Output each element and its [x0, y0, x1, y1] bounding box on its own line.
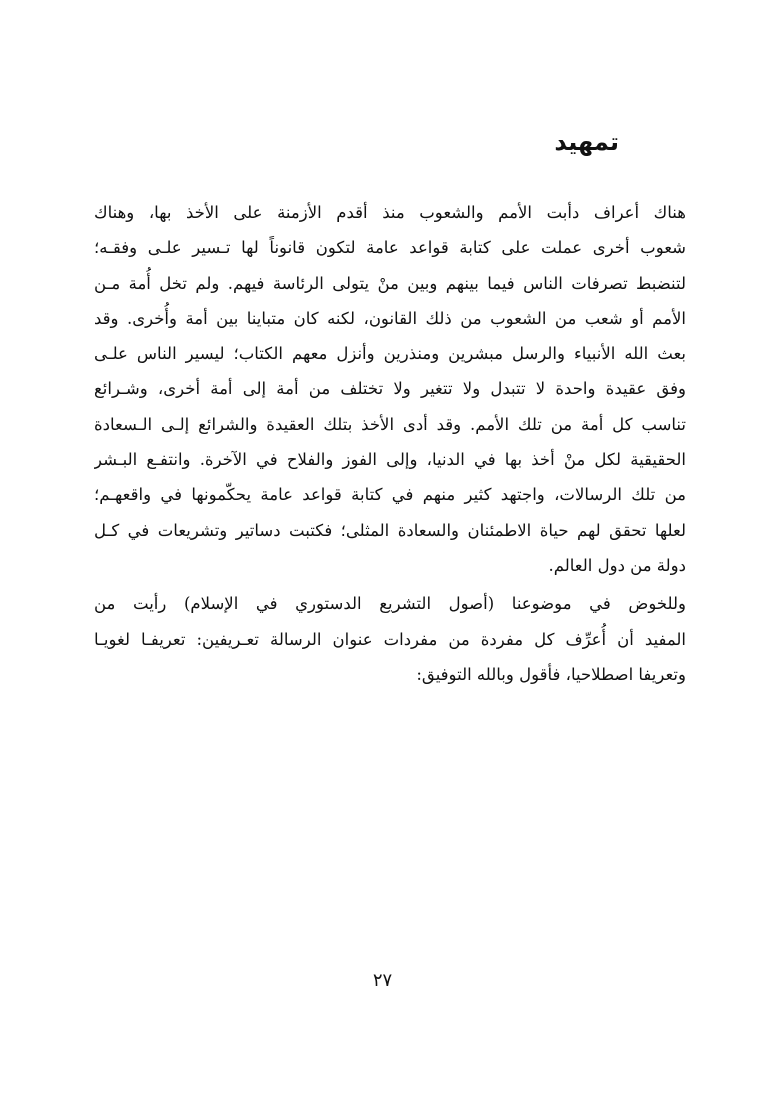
paragraph-1: [94, 195, 686, 583]
page-number: ٢٧: [372, 970, 393, 991]
text-line: من تلك الرسالات، واجتهد كثير منهم في كتابة قواعد عامة يحكّمونها في واقعهـم؛: [94, 485, 686, 505]
text-line: شعوب أخرى عملت على كتابة قواعد عامة لتكون قانوناً لها تـسير علـى وفقـه؛: [94, 238, 686, 258]
text-line: بعث الله الأنبياء والرسل مبشرين ومنذرين وأنزل معهم الكتاب؛ ليسير الناس علـى: [94, 344, 686, 364]
text-line: الحقيقية لكل منْ أخذ بها في الدنيا، وإلى الفوز والفلاح في الآخرة. وانتفـع البـشر: [94, 450, 686, 470]
paragraph-2: [94, 586, 686, 692]
text-line: وللخوض في موضوعنا (أصول التشريع الدستوري في الإسلام) رأيت من: [94, 594, 686, 614]
text-line: تناسب كل أمة من تلك الأمم. وقد أدى الأخذ بتلك العقيدة والشرائع إلـى الـسعادة: [94, 414, 686, 434]
text-line: لعلها تحقق لهم حياة الاطمئنان والسعادة المثلى؛ فكتبت دساتير وتشريعات في كـل: [94, 520, 686, 540]
text-line: لتنضبط تصرفات الناس فيما بينهم وبين منْ يتولى الرئاسة فيهم. ولم تخل أُمة مـن: [94, 273, 686, 293]
text-line: المفيد أن أُعرِّف كل مفردة من مفردات عنوان الرسالة تعـريفين: تعريفـا لغويـا: [94, 629, 686, 649]
text-line: وتعريفا اصطلاحيا، فأقول وبالله التوفيق:: [416, 664, 686, 684]
text-line: وفق عقيدة واحدة لا تتبدل ولا تتغير ولا تختلف من أمة إلى أمة أخرى، وشـرائع: [94, 379, 686, 399]
text-line: هناك أعراف دأبت الأمم والشعوب منذ أقدم الأزمنة على الأخذ بها، وهناك: [94, 203, 686, 222]
text-line: دولة من دول العالم.: [548, 555, 686, 575]
section-heading: تمهيد: [554, 128, 619, 156]
body-text: [94, 195, 686, 692]
text-line: الأمم أو شعب من الشعوب من ذلك القانون، لكنه كان متباينا بين أمة وأُخرى. وقد: [94, 308, 686, 328]
